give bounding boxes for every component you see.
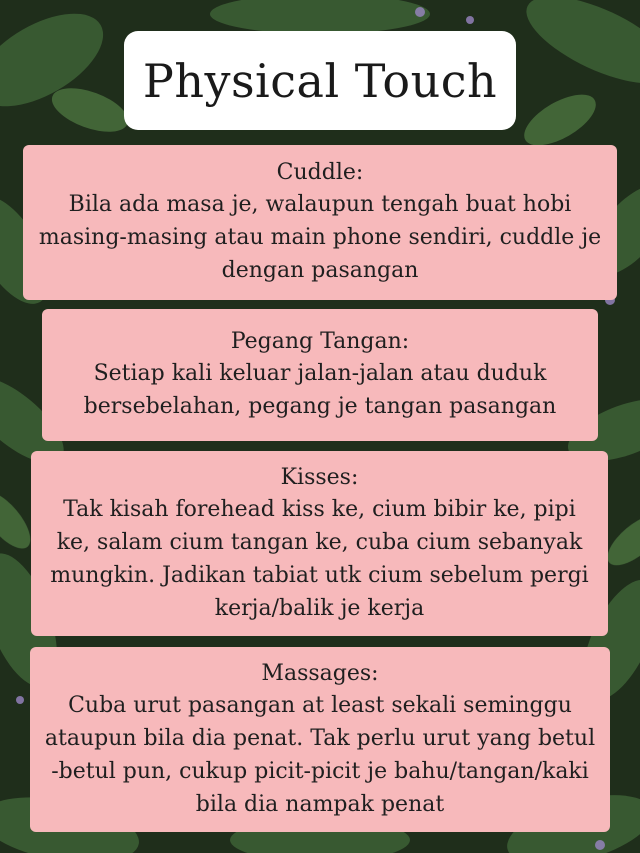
title-box — [124, 31, 516, 130]
card-pegang-tangan — [42, 309, 598, 441]
card-text: Bila ada masa je, walaupun tengah buat hobi masing-masing atau main phone sendiri, cuddle je dengan pasangan — [38, 192, 602, 283]
card-heading: Cuddle: — [276, 160, 364, 185]
card-kisses — [31, 451, 608, 636]
card-heading: Massages: — [261, 660, 379, 686]
card-heading: Pegang Tangan: — [230, 329, 410, 354]
page-title: Physical Touch — [142, 53, 498, 108]
card-text: Cuba urut pasangan at least sekali seminggu ataupun bila dia penat. Tak perlu urut yang betul -betul pun, cukup picit-picit je bahu/tangan/kaki bila dia nampak penat — [44, 692, 596, 817]
card-text: Tak kisah forehead kiss ke, cium bibir ke, pipi ke, salam cium tangan ke, cuba cium sebanyak mungkin. Jadikan tabiat utk cium sebelum pergi kerja/balik je kerja — [50, 496, 589, 621]
card-cuddle — [23, 145, 617, 300]
card-massages — [30, 647, 610, 832]
card-heading: Kisses: — [280, 464, 359, 490]
card-text: Setiap kali keluar jalan-jalan atau duduk bersebelahan, pegang je tangan pasangan — [83, 361, 557, 419]
